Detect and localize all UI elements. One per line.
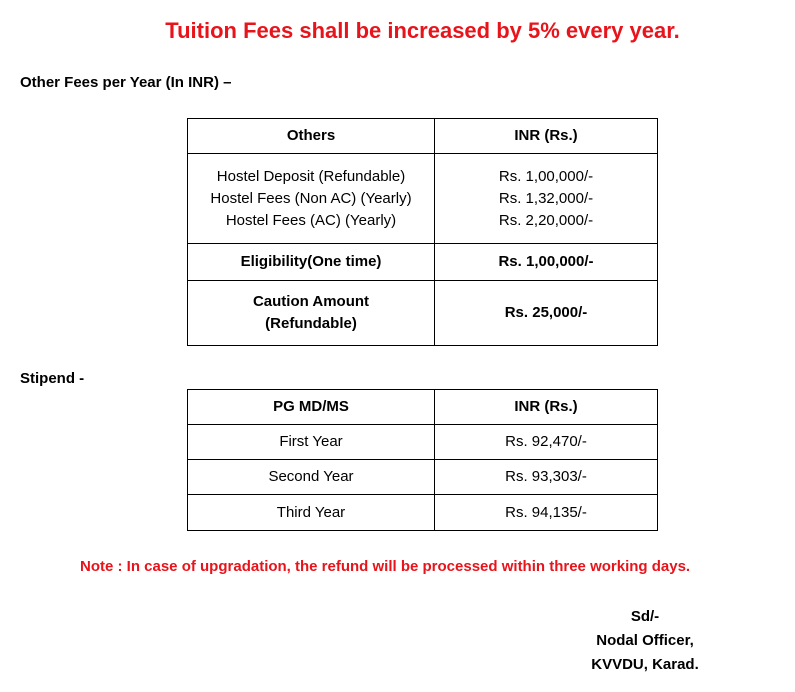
hostel-names-cell [188, 154, 435, 244]
other-fees-table [187, 118, 658, 346]
table-row-hostel [188, 154, 658, 244]
stipend-amount: Rs. 92,470/- [435, 425, 658, 460]
stipend-amount: Rs. 93,303/- [435, 460, 658, 495]
signature-title: Nodal Officer, [596, 632, 694, 649]
hostel-fees-nonac-amount: Rs. 1,32,000/- [498, 189, 594, 207]
stipend-amount: Rs. 94,135/- [435, 495, 658, 531]
caution-amount: Rs. 25,000/- [435, 281, 658, 346]
signature-org: KVVDU, Karad. [591, 656, 699, 673]
caution-label-line1: Caution Amount [252, 293, 370, 310]
caution-label-cell [188, 281, 435, 346]
eligibility-amount: Rs. 1,00,000/- [435, 244, 658, 281]
other-fees-label: Other Fees per Year (In INR) – [20, 74, 232, 91]
signature-sd: Sd/- [630, 608, 660, 625]
table-row-eligibility [188, 244, 658, 281]
stipend-year-label: Second Year [188, 460, 435, 495]
hostel-deposit-label: Hostel Deposit (Refundable) [216, 167, 406, 185]
header-inr: INR (Rs.) [435, 119, 658, 154]
eligibility-label: Eligibility(One time) [188, 244, 435, 281]
header-pg-mdms: PG MD/MS [188, 390, 435, 425]
hostel-fees-ac-label: Hostel Fees (AC) (Yearly) [225, 211, 397, 229]
table-row [188, 425, 658, 460]
page-title: Tuition Fees shall be increased by 5% every year. [165, 18, 680, 43]
table-header-row [188, 390, 658, 425]
header-inr: INR (Rs.) [435, 390, 658, 425]
refund-note: Note : In case of upgradation, the refund will be processed within three working days. [80, 558, 691, 575]
signature-block [545, 605, 745, 677]
table-row [188, 460, 658, 495]
hostel-amounts-cell [435, 154, 658, 244]
table-row [188, 495, 658, 531]
table-header-row [188, 119, 658, 154]
stipend-table [187, 389, 658, 531]
hostel-deposit-amount: Rs. 1,00,000/- [498, 167, 594, 185]
stipend-year-label: First Year [188, 425, 435, 460]
stipend-label: Stipend - [20, 370, 85, 387]
table-row-caution [188, 281, 658, 346]
header-others: Others [188, 119, 435, 154]
hostel-fees-ac-amount: Rs. 2,20,000/- [498, 211, 594, 229]
hostel-fees-nonac-label: Hostel Fees (Non AC) (Yearly) [210, 189, 412, 207]
stipend-year-label: Third Year [188, 495, 435, 531]
caution-label-line2: (Refundable) [265, 315, 357, 332]
